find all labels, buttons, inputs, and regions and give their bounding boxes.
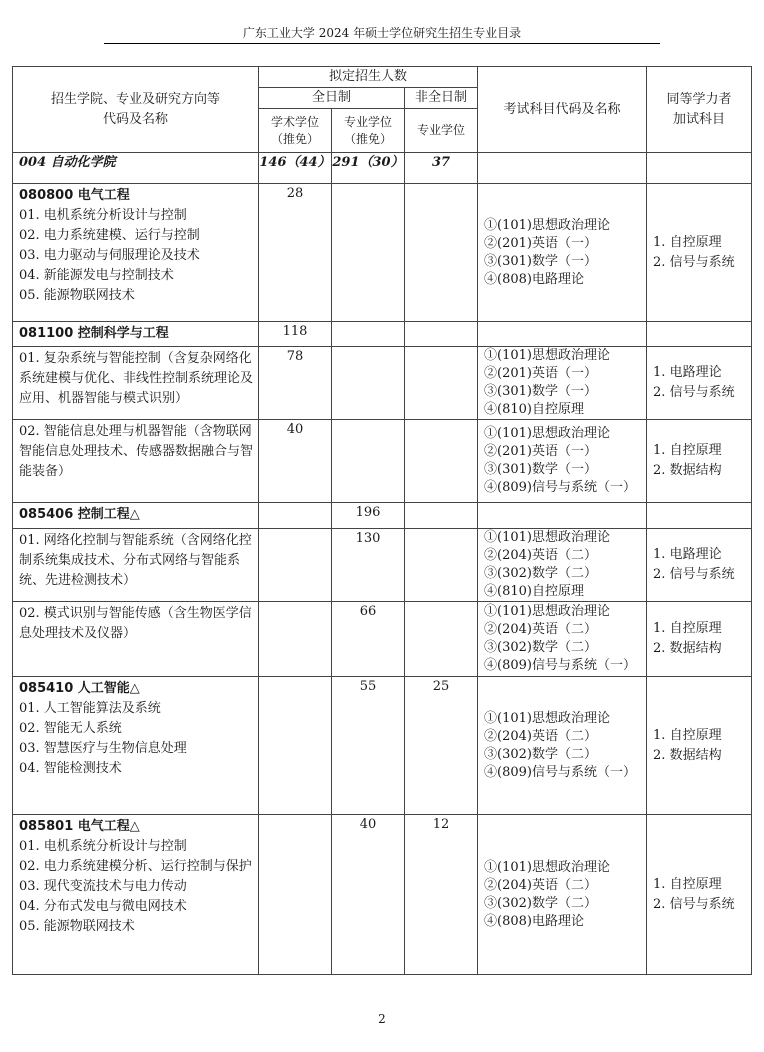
- header-part-professional: 专业学位: [405, 109, 478, 153]
- college-name: 004 自动化学院: [13, 153, 259, 184]
- direction-item: 04. 分布式发电与微电网技术: [19, 899, 187, 914]
- major-cell: [13, 677, 259, 815]
- header-academic: 学术学位 （推免）: [259, 109, 332, 153]
- quota-parttime: 12: [405, 815, 478, 975]
- quota-academic: 28: [259, 184, 332, 322]
- extra-subjects: 1. 电路理论 2. 信号与系统: [647, 347, 752, 420]
- major-row-085801: [13, 815, 752, 975]
- direction-item: 02. 电力系统建模、运行与控制: [19, 228, 200, 243]
- quota-professional: 130: [332, 529, 405, 602]
- direction-text: 02. 智能信息处理与机器智能（含物联网智能信息处理技术、传感器数据融合与智能装备）: [19, 424, 254, 479]
- direction-row: [13, 347, 752, 420]
- page-number: 2: [378, 1012, 386, 1026]
- major-row-085410: [13, 677, 752, 815]
- exam-subjects: ①(101)思想政治理论 ②(204)英语（二） ③(302)数学（二） ④(808)电路理论: [478, 815, 647, 975]
- direction-item: 03. 现代变流技术与电力传动: [19, 879, 187, 894]
- major-row-085406: [13, 503, 752, 529]
- quota-professional: 196: [332, 503, 405, 529]
- quota-professional: 66: [332, 602, 405, 677]
- major-code-name: 081100 控制科学与工程: [19, 326, 169, 341]
- extra-subjects: 1. 自控原理 2. 数据结构: [647, 420, 752, 503]
- direction-text: 01. 复杂系统与智能控制（含复杂网络化系统建模与优化、非线性控制系统理论及应用、机器智能与模式识别）: [19, 351, 254, 406]
- header-fulltime: 全日制: [259, 88, 405, 109]
- direction-item: 01. 电机系统分析设计与控制: [19, 208, 187, 223]
- direction-item: 03. 电力驱动与伺服理论及技术: [19, 248, 200, 263]
- extra-subjects: 1. 自控原理 2. 数据结构: [647, 677, 752, 815]
- major-code-name: 085801 电气工程△: [19, 819, 140, 834]
- college-academic: 146（44）: [259, 153, 332, 184]
- college-professional: 291（30）: [332, 153, 405, 184]
- page-header: 广东工业大学 2024 年硕士学位研究生招生专业目录: [242, 26, 522, 40]
- direction-item: 02. 智能无人系统: [19, 721, 122, 736]
- exam-subjects: ①(101)思想政治理论 ②(201)英语（一） ③(301)数学（一） ④(810)自控原理: [478, 347, 647, 420]
- catalog-table: [12, 66, 752, 975]
- extra-subjects: 1. 自控原理 2. 信号与系统: [647, 184, 752, 322]
- direction-row: [13, 420, 752, 503]
- header-exam-subjects: 考试科目代码及名称: [478, 67, 647, 153]
- quota-professional: 40: [332, 815, 405, 975]
- major-cell: [13, 815, 259, 975]
- major-code-name: 085410 人工智能△: [19, 681, 140, 696]
- quota-parttime: 25: [405, 677, 478, 815]
- major-code-name: 080800 电气工程: [19, 188, 130, 203]
- major-code-name: 085406 控制工程△: [19, 507, 140, 522]
- header-rule: [104, 43, 660, 44]
- direction-item: 03. 智慧医疗与生物信息处理: [19, 741, 187, 756]
- major-row-080800: [13, 184, 752, 322]
- exam-subjects: ①(101)思想政治理论 ②(201)英语（一） ③(301)数学（一） ④(809)信号与系统（一）: [478, 420, 647, 503]
- direction-row: [13, 529, 752, 602]
- college-row: [13, 153, 752, 184]
- major-cell: [13, 184, 259, 322]
- exam-subjects: ①(101)思想政治理论 ②(204)英语（二） ③(302)数学（二） ④(809)信号与系统（一）: [478, 602, 647, 677]
- direction-text: 01. 网络化控制与智能系统（含网络化控制系统集成技术、分布式网络与智能系统、先进检测技术）: [19, 533, 252, 588]
- exam-subjects: ①(101)思想政治理论 ②(201)英语（一） ③(301)数学（一） ④(808)电路理论: [478, 184, 647, 322]
- header-quota: 拟定招生人数: [259, 67, 478, 88]
- quota-academic: 78: [259, 347, 332, 420]
- header-college-major: 招生学院、专业及研究方向等 代码及名称: [13, 67, 259, 153]
- direction-item: 01. 电机系统分析设计与控制: [19, 839, 187, 854]
- college-parttime: 37: [405, 153, 478, 184]
- direction-item: 02. 电力系统建模分析、运行控制与保护: [19, 859, 252, 874]
- direction-text: 02. 模式识别与智能传感（含生物医学信息处理技术及仪器）: [19, 606, 252, 641]
- header-extra-subjects: 同等学力者 加试科目: [647, 67, 752, 153]
- extra-subjects: 1. 自控原理 2. 数据结构: [647, 602, 752, 677]
- quota-academic: 40: [259, 420, 332, 503]
- exam-subjects: ①(101)思想政治理论 ②(204)英语（二） ③(302)数学（二） ④(810)自控原理: [478, 529, 647, 602]
- direction-item: 05. 能源物联网技术: [19, 288, 135, 303]
- header-parttime: 非全日制: [405, 88, 478, 109]
- quota-professional: 55: [332, 677, 405, 815]
- direction-item: 04. 新能源发电与控制技术: [19, 268, 174, 283]
- direction-item: 04. 智能检测技术: [19, 761, 122, 776]
- direction-item: 05. 能源物联网技术: [19, 919, 135, 934]
- exam-subjects: ①(101)思想政治理论 ②(204)英语（二） ③(302)数学（二） ④(809)信号与系统（一）: [478, 677, 647, 815]
- extra-subjects: 1. 自控原理 2. 信号与系统: [647, 815, 752, 975]
- direction-item: 01. 人工智能算法及系统: [19, 701, 161, 716]
- major-row-081100: [13, 322, 752, 347]
- header-professional: 专业学位 （推免）: [332, 109, 405, 153]
- quota-academic: 118: [259, 322, 332, 347]
- extra-subjects: 1. 电路理论 2. 信号与系统: [647, 529, 752, 602]
- direction-row: [13, 602, 752, 677]
